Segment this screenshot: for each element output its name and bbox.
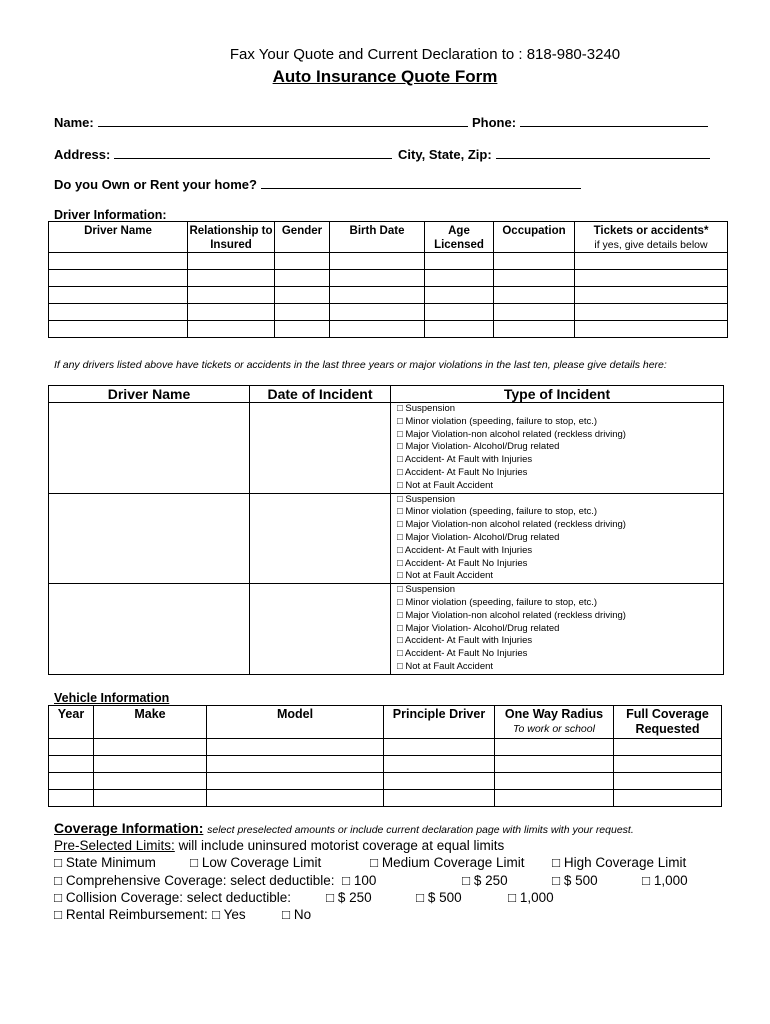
tickets-sublabel: if yes, give details below — [594, 239, 708, 251]
col-relationship: Relationship to Insured — [188, 222, 275, 253]
preselected-line — [54, 838, 504, 853]
fax-instruction: Fax Your Quote and Current Declaration to : 818-980-3240 — [229, 46, 621, 63]
incident-row[interactable] — [49, 403, 724, 494]
col-incident-driver: Driver Name — [49, 386, 250, 403]
preselected-text: will include uninsured motorist coverage at equal limits — [178, 838, 505, 853]
driver-row[interactable] — [49, 321, 728, 338]
vehicle-table — [48, 705, 722, 807]
vehicle-row[interactable] — [49, 756, 722, 773]
incident-option[interactable]: □ Accident- At Fault No Injuries — [397, 648, 528, 660]
phone-label: Phone: — [472, 115, 517, 130]
incident-note: If any drivers listed above have tickets or accidents in the last three years or major violations in the last ten, please give details here: — [54, 359, 667, 371]
incident-option[interactable]: □ Accident- At Fault with Injuries — [397, 635, 533, 647]
address-label: Address: — [54, 147, 111, 162]
phone-field[interactable] — [472, 114, 708, 130]
name-field[interactable] — [54, 114, 468, 130]
limit-state-minimum[interactable]: □ State Minimum — [54, 855, 156, 870]
own-rent-label: Do you Own or Rent your home? — [54, 177, 257, 192]
limit-high[interactable]: □ High Coverage Limit — [552, 855, 687, 870]
incident-option[interactable]: □ Major Violation- Alcohol/Drug related — [397, 531, 560, 543]
rental-label[interactable]: □ Rental Reimbursement: — [54, 907, 208, 922]
limit-medium[interactable]: □ Medium Coverage Limit — [370, 855, 525, 870]
col-principle-driver: Principle Driver — [384, 706, 495, 739]
comprehensive-1000[interactable]: □ 1,000 — [642, 873, 688, 888]
incident-row[interactable] — [49, 493, 724, 584]
address-field[interactable] — [54, 146, 392, 162]
col-full-coverage: Full Coverage Requested — [614, 706, 722, 739]
radius-label: One Way Radius — [504, 707, 604, 721]
col-incident-date: Date of Incident — [250, 386, 391, 403]
driver-info-heading: Driver Information: — [54, 208, 167, 222]
incident-option[interactable]: □ Accident- At Fault with Injuries — [397, 454, 533, 466]
col-model: Model — [207, 706, 384, 739]
coverage-heading-line — [54, 820, 634, 836]
col-driver-name: Driver Name — [49, 222, 188, 253]
col-gender: Gender — [275, 222, 330, 253]
comprehensive-100[interactable]: □ 100 — [342, 873, 377, 888]
coverage-heading: Coverage Information: — [54, 820, 204, 836]
form-title: Auto Insurance Quote Form — [272, 67, 498, 86]
incident-table — [48, 385, 724, 675]
tickets-label: Tickets or accidents* — [593, 225, 709, 237]
vehicle-row[interactable] — [49, 739, 722, 756]
collision-1000[interactable]: □ 1,000 — [508, 890, 554, 905]
incident-option[interactable]: □ Minor violation (speeding, failure to stop, etc.) — [397, 596, 598, 608]
driver-row[interactable] — [49, 270, 728, 287]
rental-yes[interactable]: □ Yes — [212, 907, 246, 922]
incident-options[interactable] — [391, 493, 724, 584]
incident-row[interactable] — [49, 584, 724, 675]
col-make: Make — [94, 706, 207, 739]
vehicle-row[interactable] — [49, 773, 722, 790]
col-age-licensed: Age Licensed — [425, 222, 494, 253]
collision-label[interactable]: □ Collision Coverage: select deductible: — [54, 890, 292, 905]
incident-option[interactable]: □ Accident- At Fault with Injuries — [397, 544, 533, 556]
col-tickets — [575, 222, 728, 253]
limit-low[interactable]: □ Low Coverage Limit — [190, 855, 322, 870]
comprehensive-250[interactable]: □ $ 250 — [462, 873, 508, 888]
coverage-note: select preselected amounts or include current declaration page with limits with your request. — [207, 824, 634, 836]
incident-option[interactable]: □ Accident- At Fault No Injuries — [397, 466, 528, 478]
incident-option[interactable]: □ Major Violation- Alcohol/Drug related — [397, 622, 560, 634]
incident-option[interactable]: □ Suspension — [397, 493, 456, 505]
driver-row[interactable] — [49, 253, 728, 270]
col-incident-type: Type of Incident — [391, 386, 724, 403]
incident-option[interactable]: □ Accident- At Fault No Injuries — [397, 557, 528, 569]
incident-options[interactable] — [391, 584, 724, 675]
collision-250[interactable]: □ $ 250 — [326, 890, 372, 905]
incident-option[interactable]: □ Not at Fault Accident — [397, 479, 494, 491]
driver-row[interactable] — [49, 287, 728, 304]
comprehensive-label[interactable]: □ Comprehensive Coverage: select deductible: — [54, 873, 335, 888]
incident-option[interactable]: □ Major Violation-non alcohol related (reckless driving) — [397, 519, 626, 531]
incident-option[interactable]: □ Minor violation (speeding, failure to stop, etc.) — [397, 415, 598, 427]
city-state-zip-field[interactable] — [398, 146, 710, 162]
incident-option[interactable]: □ Not at Fault Accident — [397, 570, 494, 582]
own-rent-field[interactable] — [54, 176, 581, 192]
driver-table — [48, 221, 728, 338]
incident-options[interactable] — [391, 403, 724, 494]
col-birth-date: Birth Date — [330, 222, 425, 253]
col-occupation: Occupation — [494, 222, 575, 253]
incident-option[interactable]: □ Major Violation- Alcohol/Drug related — [397, 441, 560, 453]
incident-option[interactable]: □ Major Violation-non alcohol related (reckless driving) — [397, 609, 626, 621]
incident-option[interactable]: □ Minor violation (speeding, failure to stop, etc.) — [397, 506, 598, 518]
incident-option[interactable]: □ Suspension — [397, 584, 456, 596]
incident-option[interactable]: □ Not at Fault Accident — [397, 660, 494, 672]
collision-500[interactable]: □ $ 500 — [416, 890, 462, 905]
driver-row[interactable] — [49, 304, 728, 321]
name-label: Name: — [54, 115, 94, 130]
rental-no[interactable]: □ No — [282, 907, 312, 922]
incident-option[interactable]: □ Major Violation-non alcohol related (reckless driving) — [397, 428, 626, 440]
col-year: Year — [49, 706, 94, 739]
city-state-zip-label: City, State, Zip: — [398, 147, 492, 162]
incident-option[interactable]: □ Suspension — [397, 403, 456, 414]
radius-sublabel: To work or school — [513, 723, 595, 735]
vehicle-info-heading: Vehicle Information — [54, 691, 170, 705]
comprehensive-500[interactable]: □ $ 500 — [552, 873, 598, 888]
preselected-label: Pre-Selected Limits: — [54, 838, 175, 853]
col-radius — [495, 706, 614, 739]
vehicle-row[interactable] — [49, 790, 722, 807]
